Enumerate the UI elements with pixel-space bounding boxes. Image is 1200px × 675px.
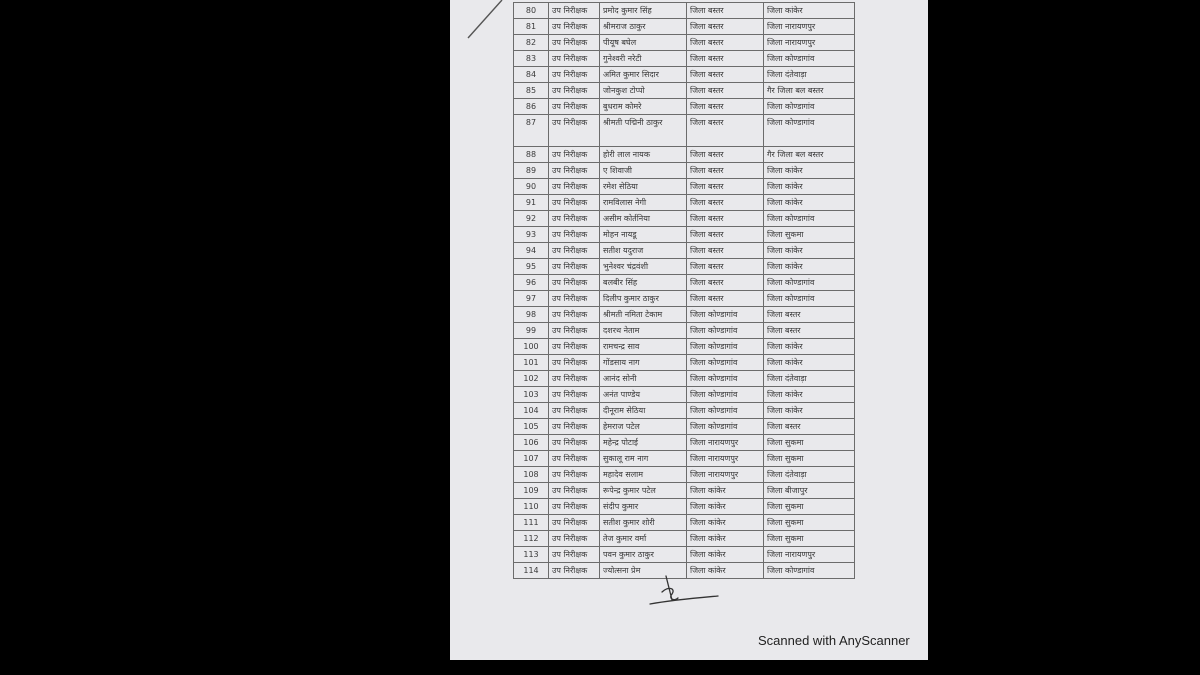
current-posting-cell: जिला बस्तर [687, 195, 764, 211]
officer-name-cell: मोहन नायडू [600, 227, 687, 243]
rank-cell: उप निरीक्षक [549, 179, 600, 195]
rank-cell: उप निरीक्षक [549, 435, 600, 451]
new-posting-cell: जिला दंतेवाड़ा [764, 67, 855, 83]
current-posting-cell: जिला कोण्डागांव [687, 339, 764, 355]
serial-number-cell: 94 [514, 243, 549, 259]
table-row [514, 291, 855, 307]
new-posting-cell: जिला कांकेर [764, 195, 855, 211]
serial-number-cell: 106 [514, 435, 549, 451]
table-row [514, 115, 855, 147]
new-posting-cell: जिला कोण्डागांव [764, 51, 855, 67]
serial-number-cell: 112 [514, 531, 549, 547]
rank-cell: उप निरीक्षक [549, 499, 600, 515]
rank-cell: उप निरीक्षक [549, 147, 600, 163]
table-row [514, 387, 855, 403]
officer-name-cell: बुधराम कोमरे [600, 99, 687, 115]
serial-number-cell: 84 [514, 67, 549, 83]
officer-name-cell: असीम कोर्तनिया [600, 211, 687, 227]
current-posting-cell: जिला बस्तर [687, 67, 764, 83]
rank-cell: उप निरीक्षक [549, 355, 600, 371]
serial-number-cell: 102 [514, 371, 549, 387]
current-posting-cell: जिला कांकेर [687, 515, 764, 531]
rank-cell: उप निरीक्षक [549, 291, 600, 307]
rank-cell: उप निरीक्षक [549, 371, 600, 387]
officer-name-cell: महादेव सलाम [600, 467, 687, 483]
officer-name-cell: श्रीमराज ठाकुर [600, 19, 687, 35]
new-posting-cell: जिला बीजापुर [764, 483, 855, 499]
rank-cell: उप निरीक्षक [549, 99, 600, 115]
rank-cell: उप निरीक्षक [549, 35, 600, 51]
signature-mark [648, 572, 720, 608]
new-posting-cell: जिला कांकेर [764, 243, 855, 259]
rank-cell: उप निरीक्षक [549, 67, 600, 83]
current-posting-cell: जिला बस्तर [687, 179, 764, 195]
new-posting-cell: जिला कांकेर [764, 179, 855, 195]
new-posting-cell: जिला कांकेर [764, 403, 855, 419]
rank-cell: उप निरीक्षक [549, 451, 600, 467]
table-row [514, 339, 855, 355]
new-posting-cell: जिला कांकेर [764, 163, 855, 179]
transfer-list-body [514, 3, 855, 579]
serial-number-cell: 85 [514, 83, 549, 99]
officer-name-cell: ज्योत्सना प्रेम [600, 563, 687, 579]
current-posting-cell: जिला बस्तर [687, 19, 764, 35]
current-posting-cell: जिला कांकेर [687, 547, 764, 563]
rank-cell: उप निरीक्षक [549, 3, 600, 19]
rank-cell: उप निरीक्षक [549, 51, 600, 67]
officer-name-cell: भुनेश्वर चंद्रवंशी [600, 259, 687, 275]
officer-name-cell: पीयूष बघेल [600, 35, 687, 51]
current-posting-cell: जिला बस्तर [687, 291, 764, 307]
new-posting-cell: जिला कोण्डागांव [764, 115, 855, 147]
pen-stroke-mark [464, 0, 504, 42]
rank-cell: उप निरीक्षक [549, 323, 600, 339]
officer-name-cell: रूपेन्द्र कुमार पटेल [600, 483, 687, 499]
serial-number-cell: 90 [514, 179, 549, 195]
current-posting-cell: जिला बस्तर [687, 243, 764, 259]
officer-name-cell: होरी लाल नायक [600, 147, 687, 163]
officer-name-cell: गुनेश्वरी नरेटी [600, 51, 687, 67]
new-posting-cell: जिला सुकमा [764, 531, 855, 547]
new-posting-cell: जिला नारायणपुर [764, 35, 855, 51]
table-row [514, 275, 855, 291]
rank-cell: उप निरीक्षक [549, 243, 600, 259]
transfer-list-table [513, 2, 855, 579]
table-row [514, 99, 855, 115]
officer-name-cell: अमित कुमार सिदार [600, 67, 687, 83]
rank-cell: उप निरीक्षक [549, 211, 600, 227]
current-posting-cell: जिला बस्तर [687, 259, 764, 275]
table-row [514, 307, 855, 323]
new-posting-cell: जिला कोण्डागांव [764, 99, 855, 115]
new-posting-cell: गैर जिला बल बस्तर [764, 147, 855, 163]
current-posting-cell: जिला बस्तर [687, 3, 764, 19]
new-posting-cell: गैर जिला बल बस्तर [764, 83, 855, 99]
table-row [514, 467, 855, 483]
new-posting-cell: जिला नारायणपुर [764, 547, 855, 563]
rank-cell: उप निरीक्षक [549, 387, 600, 403]
rank-cell: उप निरीक्षक [549, 563, 600, 579]
officer-name-cell: रामविलास नेगी [600, 195, 687, 211]
current-posting-cell: जिला बस्तर [687, 99, 764, 115]
current-posting-cell: जिला कोण्डागांव [687, 307, 764, 323]
new-posting-cell: जिला बस्तर [764, 307, 855, 323]
current-posting-cell: जिला बस्तर [687, 83, 764, 99]
current-posting-cell: जिला बस्तर [687, 211, 764, 227]
officer-name-cell: श्रीमती नमिता टेकाम [600, 307, 687, 323]
table-row [514, 179, 855, 195]
table-row [514, 435, 855, 451]
officer-name-cell: रामचन्द्र साव [600, 339, 687, 355]
rank-cell: उप निरीक्षक [549, 227, 600, 243]
officer-name-cell: श्रीमती पद्मिनी ठाकुर [600, 115, 687, 147]
rank-cell: उप निरीक्षक [549, 419, 600, 435]
new-posting-cell: जिला दंतेवाड़ा [764, 371, 855, 387]
current-posting-cell: जिला कोण्डागांव [687, 371, 764, 387]
table-row [514, 547, 855, 563]
officer-name-cell: ए शिवाजी [600, 163, 687, 179]
serial-number-cell: 83 [514, 51, 549, 67]
new-posting-cell: जिला कांकेर [764, 3, 855, 19]
new-posting-cell: जिला कांकेर [764, 387, 855, 403]
new-posting-cell: जिला नारायणपुर [764, 19, 855, 35]
officer-name-cell: महेन्द्र पोटाई [600, 435, 687, 451]
serial-number-cell: 108 [514, 467, 549, 483]
current-posting-cell: जिला कोण्डागांव [687, 323, 764, 339]
rank-cell: उप निरीक्षक [549, 531, 600, 547]
current-posting-cell: जिला कांकेर [687, 563, 764, 579]
current-posting-cell: जिला बस्तर [687, 51, 764, 67]
rank-cell: उप निरीक्षक [549, 467, 600, 483]
serial-number-cell: 107 [514, 451, 549, 467]
rank-cell: उप निरीक्षक [549, 515, 600, 531]
serial-number-cell: 80 [514, 3, 549, 19]
current-posting-cell: जिला कांकेर [687, 531, 764, 547]
table-row [514, 355, 855, 371]
new-posting-cell: जिला कांकेर [764, 259, 855, 275]
table-row [514, 531, 855, 547]
table-row [514, 451, 855, 467]
new-posting-cell: जिला सुकमा [764, 515, 855, 531]
table-row [514, 51, 855, 67]
rank-cell: उप निरीक्षक [549, 19, 600, 35]
serial-number-cell: 104 [514, 403, 549, 419]
new-posting-cell: जिला कांकेर [764, 339, 855, 355]
current-posting-cell: जिला बस्तर [687, 115, 764, 147]
serial-number-cell: 105 [514, 419, 549, 435]
current-posting-cell: जिला कोण्डागांव [687, 419, 764, 435]
serial-number-cell: 109 [514, 483, 549, 499]
current-posting-cell: जिला कोण्डागांव [687, 355, 764, 371]
table-row [514, 147, 855, 163]
serial-number-cell: 98 [514, 307, 549, 323]
table-row [514, 83, 855, 99]
rank-cell: उप निरीक्षक [549, 115, 600, 147]
table-row [514, 163, 855, 179]
serial-number-cell: 88 [514, 147, 549, 163]
table-row [514, 227, 855, 243]
officer-name-cell: प्रमोद कुमार सिंह [600, 3, 687, 19]
serial-number-cell: 92 [514, 211, 549, 227]
officer-name-cell: आनंद सोनी [600, 371, 687, 387]
officer-name-cell: सतीश कुमार शोरी [600, 515, 687, 531]
serial-number-cell: 91 [514, 195, 549, 211]
serial-number-cell: 82 [514, 35, 549, 51]
new-posting-cell: जिला कोण्डागांव [764, 291, 855, 307]
serial-number-cell: 89 [514, 163, 549, 179]
current-posting-cell: जिला कांकेर [687, 499, 764, 515]
rank-cell: उप निरीक्षक [549, 403, 600, 419]
current-posting-cell: जिला नारायणपुर [687, 451, 764, 467]
new-posting-cell: जिला कोण्डागांव [764, 563, 855, 579]
scanner-watermark: Scanned with AnyScanner [758, 633, 910, 648]
new-posting-cell: जिला सुकमा [764, 451, 855, 467]
officer-name-cell: बलबीर सिंह [600, 275, 687, 291]
rank-cell: उप निरीक्षक [549, 259, 600, 275]
rank-cell: उप निरीक्षक [549, 547, 600, 563]
serial-number-cell: 111 [514, 515, 549, 531]
current-posting-cell: जिला कांकेर [687, 483, 764, 499]
table-row [514, 67, 855, 83]
new-posting-cell: जिला सुकमा [764, 435, 855, 451]
rank-cell: उप निरीक्षक [549, 195, 600, 211]
rank-cell: उप निरीक्षक [549, 275, 600, 291]
current-posting-cell: जिला बस्तर [687, 35, 764, 51]
new-posting-cell: जिला बस्तर [764, 323, 855, 339]
new-posting-cell: जिला सुकमा [764, 499, 855, 515]
table-row [514, 195, 855, 211]
table-row [514, 323, 855, 339]
rank-cell: उप निरीक्षक [549, 307, 600, 323]
rank-cell: उप निरीक्षक [549, 483, 600, 499]
new-posting-cell: जिला बस्तर [764, 419, 855, 435]
current-posting-cell: जिला नारायणपुर [687, 467, 764, 483]
new-posting-cell: जिला कांकेर [764, 355, 855, 371]
officer-name-cell: दशरथ नेताम [600, 323, 687, 339]
officer-name-cell: संदीप कुमार [600, 499, 687, 515]
table-row [514, 515, 855, 531]
serial-number-cell: 97 [514, 291, 549, 307]
rank-cell: उप निरीक्षक [549, 163, 600, 179]
table-row [514, 19, 855, 35]
new-posting-cell: जिला सुकमा [764, 227, 855, 243]
current-posting-cell: जिला कोण्डागांव [687, 387, 764, 403]
table-row [514, 259, 855, 275]
table-row [514, 483, 855, 499]
serial-number-cell: 93 [514, 227, 549, 243]
serial-number-cell: 95 [514, 259, 549, 275]
officer-name-cell: दिलीप कुमार ठाकुर [600, 291, 687, 307]
rank-cell: उप निरीक्षक [549, 83, 600, 99]
table-row [514, 403, 855, 419]
table-row [514, 243, 855, 259]
current-posting-cell: जिला बस्तर [687, 275, 764, 291]
current-posting-cell: जिला कोण्डागांव [687, 403, 764, 419]
table-row [514, 371, 855, 387]
officer-name-cell: तेज कुमार वर्मा [600, 531, 687, 547]
officer-name-cell: दीनूराम सेठिया [600, 403, 687, 419]
new-posting-cell: जिला दंतेवाड़ा [764, 467, 855, 483]
current-posting-cell: जिला बस्तर [687, 163, 764, 179]
table-row [514, 3, 855, 19]
table-row [514, 499, 855, 515]
new-posting-cell: जिला कोण्डागांव [764, 275, 855, 291]
officer-name-cell: अनंत पाण्डेय [600, 387, 687, 403]
serial-number-cell: 110 [514, 499, 549, 515]
officer-name-cell: जोनकुश टोप्पो [600, 83, 687, 99]
serial-number-cell: 113 [514, 547, 549, 563]
serial-number-cell: 103 [514, 387, 549, 403]
officer-name-cell: सतीश यदुराज [600, 243, 687, 259]
serial-number-cell: 86 [514, 99, 549, 115]
table-row [514, 419, 855, 435]
new-posting-cell: जिला कोण्डागांव [764, 211, 855, 227]
serial-number-cell: 99 [514, 323, 549, 339]
table-row [514, 35, 855, 51]
serial-number-cell: 87 [514, 115, 549, 147]
serial-number-cell: 96 [514, 275, 549, 291]
officer-name-cell: पवन कुमार ठाकुर [600, 547, 687, 563]
serial-number-cell: 81 [514, 19, 549, 35]
current-posting-cell: जिला नारायणपुर [687, 435, 764, 451]
serial-number-cell: 100 [514, 339, 549, 355]
officer-name-cell: गोंडसाय नाग [600, 355, 687, 371]
table-row [514, 211, 855, 227]
officer-name-cell: हेमराज पटेल [600, 419, 687, 435]
serial-number-cell: 101 [514, 355, 549, 371]
current-posting-cell: जिला बस्तर [687, 147, 764, 163]
officer-name-cell: सुकालू राम नाग [600, 451, 687, 467]
current-posting-cell: जिला बस्तर [687, 227, 764, 243]
officer-name-cell: रमेश सेठिया [600, 179, 687, 195]
rank-cell: उप निरीक्षक [549, 339, 600, 355]
serial-number-cell: 114 [514, 563, 549, 579]
